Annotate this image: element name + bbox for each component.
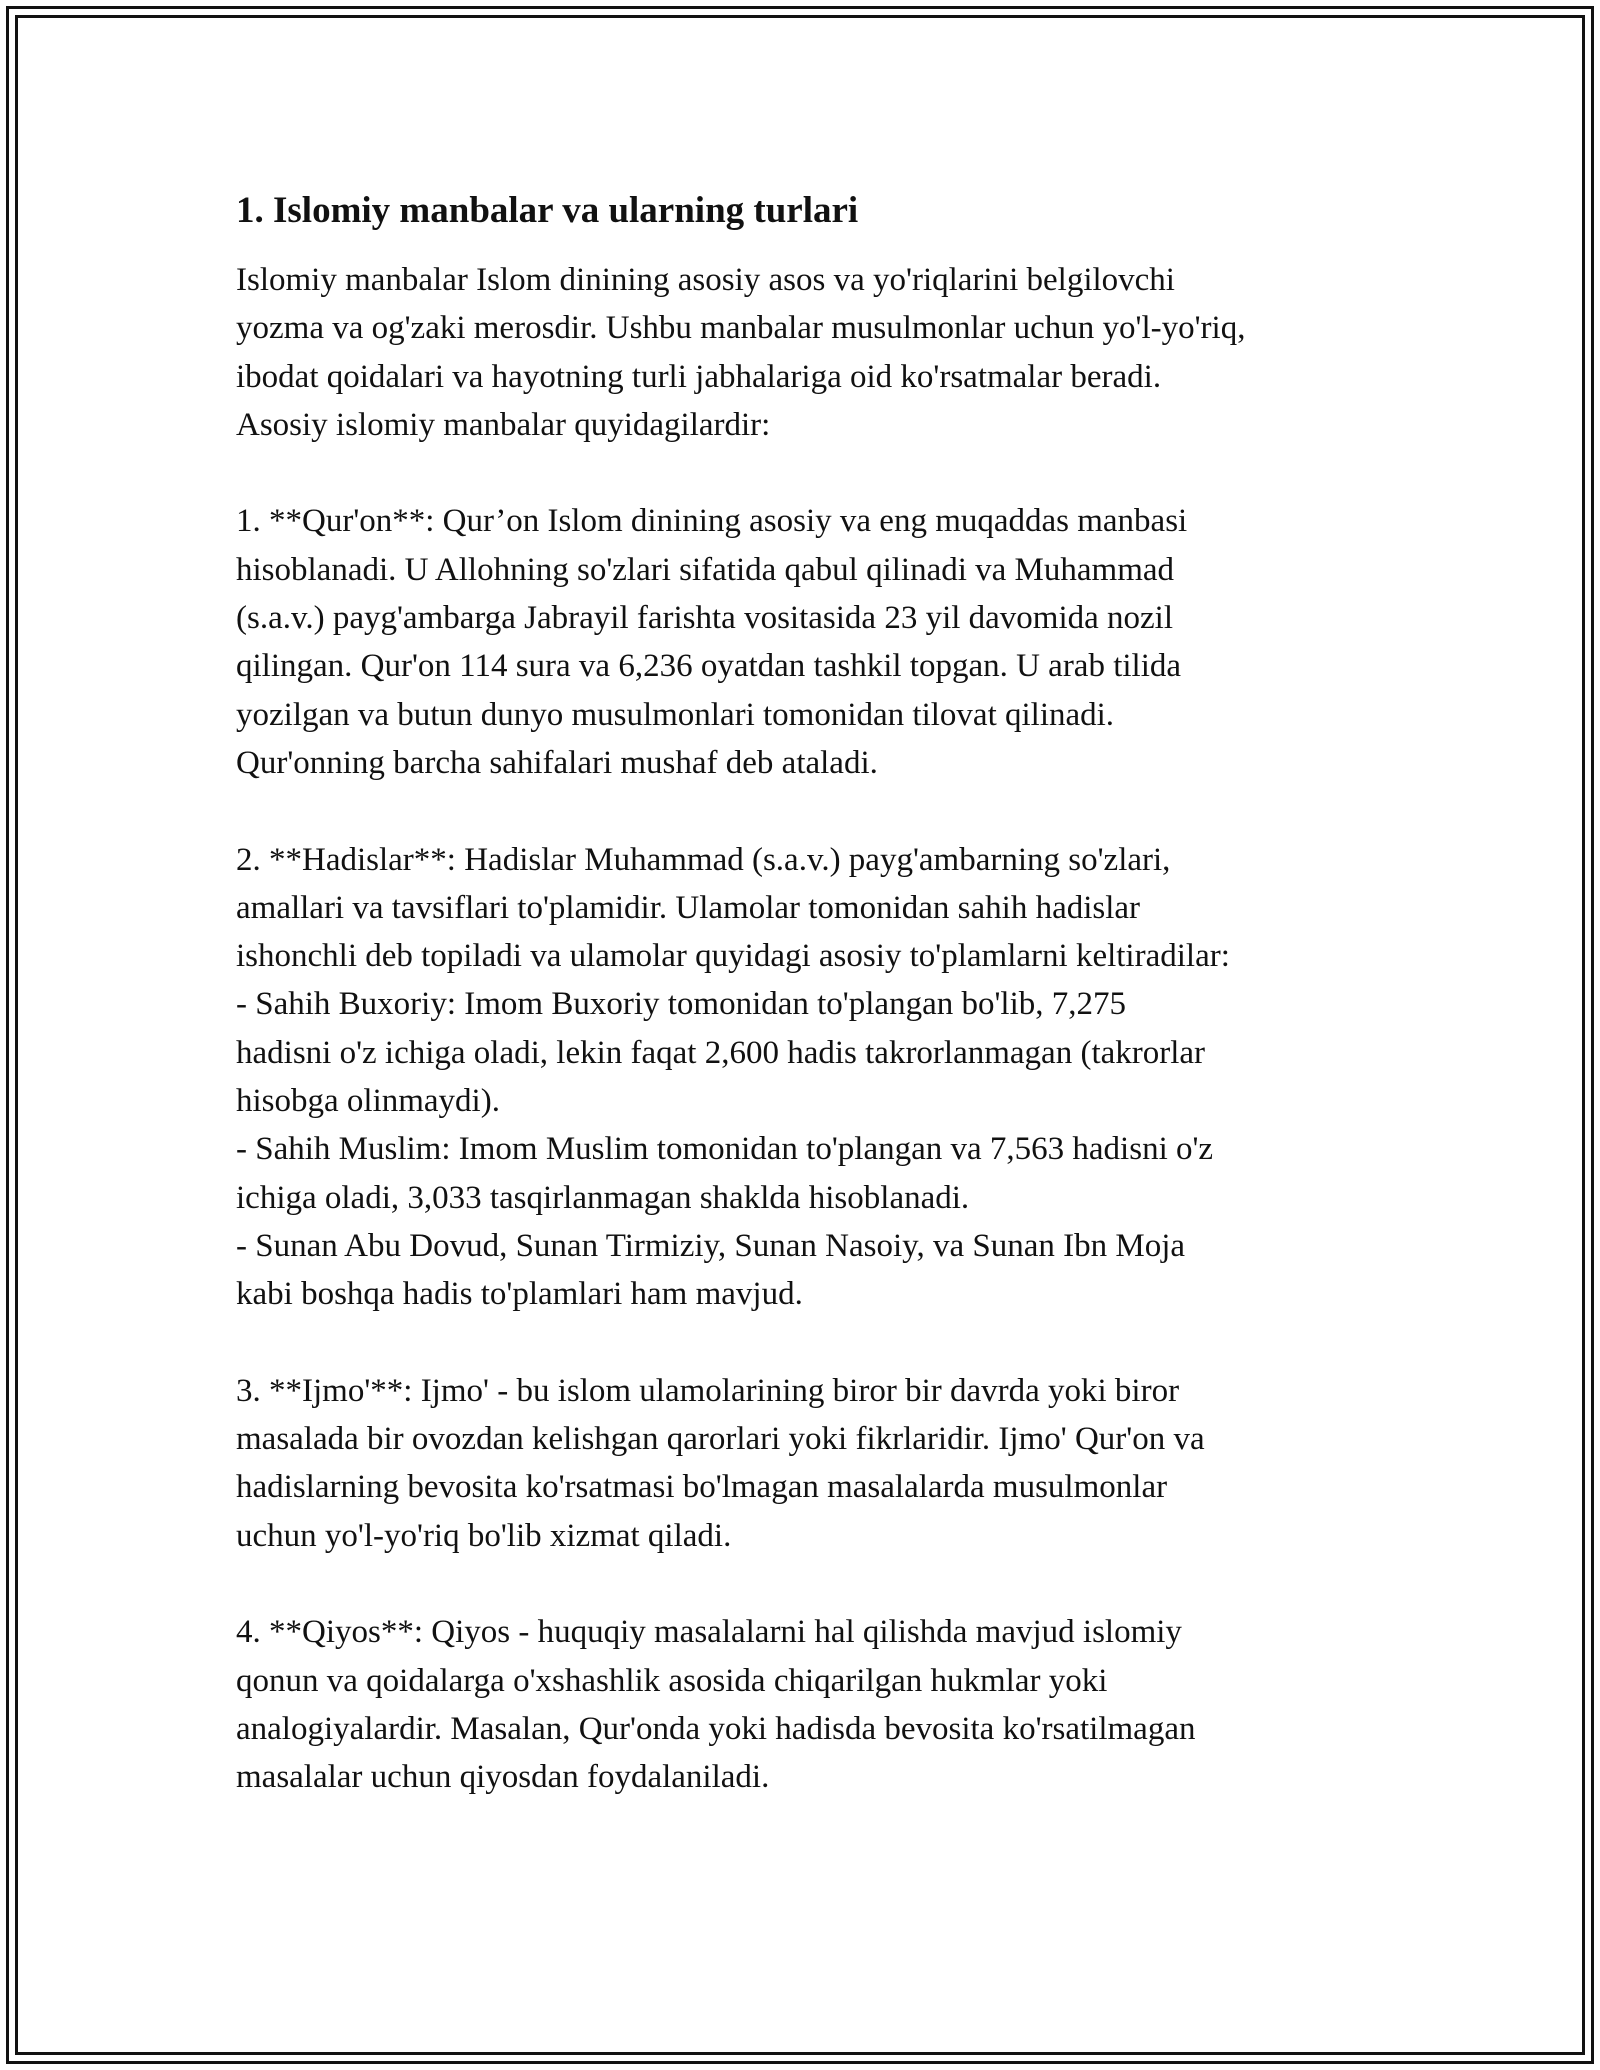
ijma-paragraph: 3. **Ijmo'**: Ijmo' - bu islom ulamolarining biror bir davrda yoki biror masalada bir ovozdan kelishgan qarorlari yoki fikrlaridir. Ijmo' Qur'on va hadislarning bevosita ko'rsatmasi bo'lmagan masalalarda musulmonlar uchun yo'l-yo'riq bo'lib xizmat qiladi.	[236, 1372, 1205, 1554]
document-heading: 1. Islomiy manbalar va ularning turlari	[236, 190, 859, 231]
paragraph-spacer	[236, 1560, 1366, 1608]
paragraph-spacer	[236, 787, 1366, 835]
intro-paragraph: Islomiy manbalar Islom dinining asosiy asos va yo'riqlarini belgilovchi yozma va og'zaki merosdir. Ushbu manbalar musulmonlar uchun yo'l-yo'riq, ibodat qoidalari va hayotning turli jabhalariga oid ko'rsatmalar beradi. Asosiy islomiy manbalar quyidagilardir:	[236, 262, 1246, 443]
quran-paragraph: 1. **Qur'on**: Qur’on Islom dinining asosiy va eng muqaddas manbasi hisoblanadi. U Allohning so'zlari sifatida qabul qilinadi va Muhammad (s.a.v.) payg'ambarga Jabrayil farishta vositasida 23 yil davomida nozil qilingan. Qur'on 114 sura va 6,236 oyatdan tashkil topgan. U arab tilida yozilgan va butun dunyo musulmonlari tomonidan tilovat qilinadi. Qur'onning barcha sahifalari mushaf deb ataladi.	[236, 503, 1188, 781]
qiyas-paragraph: 4. **Qiyos**: Qiyos - huquqiy masalalarni hal qilishda mavjud islomiy qonun va qoidalarga o'xshashlik asosida chiqarilgan hukmlar yoki analogiyalardir. Masalan, Qur'onda yoki hadisda bevosita ko'rsatilmagan masalalar uchun qiyosdan foydalaniladi.	[236, 1614, 1196, 1796]
document-body	[236, 186, 1366, 1802]
paragraph-spacer	[236, 449, 1366, 497]
paragraph-spacer	[236, 1319, 1366, 1367]
hadith-paragraph: 2. **Hadislar**: Hadislar Muhammad (s.a.v.) payg'ambarning so'zlari, amallari va tavsiflari to'plamidir. Ulamolar tomonidan sahih hadislar ishonchli deb topiladi va ulamolar quyidagi asosiy to'plamlarni keltiradilar: - Sahih Buxoriy: Imom Buxoriy tomonidan to'plangan bo'lib, 7,275 hadisni o'z ichiga oladi, lekin faqat 2,600 hadis takrorlanmagan (takrorlar hisobga olinmaydi). - Sahih Muslim: Imom Muslim tomonidan to'plangan va 7,563 hadisni o'z ichiga oladi, 3,033 tasqirlanmagan shakldа hisoblanadi. - Sunan Abu Dovud, Sunan Tirmiziy, Sunan Nasoiy, va Sunan Ibn Moja kabi boshqa hadis to'plamlari ham mavjud.	[236, 841, 1230, 1313]
